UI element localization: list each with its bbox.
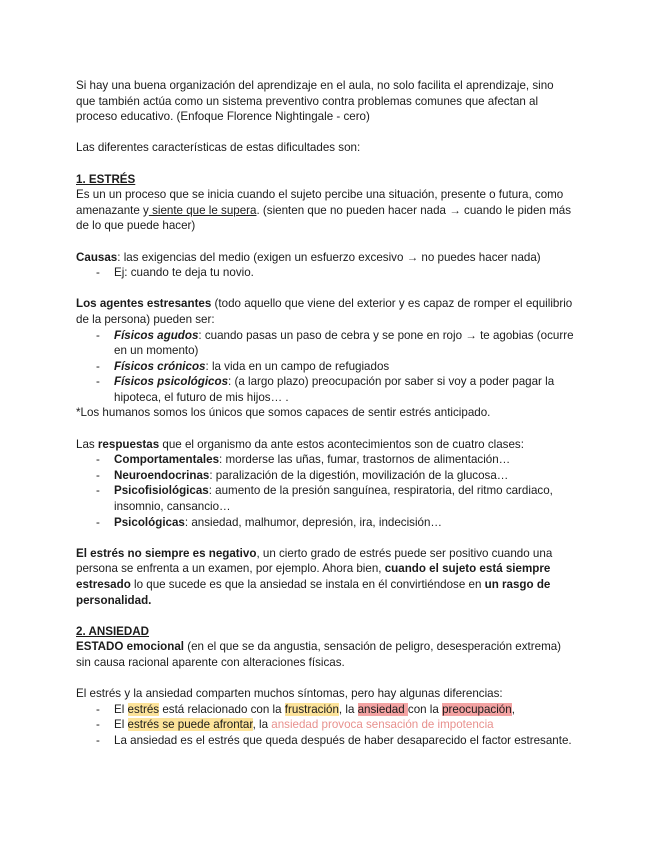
differences-intro: El estrés y la ansiedad comparten muchos síntomas, pero hay algunas diferencias: — [76, 687, 503, 701]
responses-paragraph: Las respuestas que el organismo da ante estos acontecimientos son de cuatro clases: — [76, 437, 524, 451]
positive-stress-paragraph: El estrés no siempre es negativo, un cierto grado de estrés puede ser positivo cuando una persona se enfrenta a un examen, por ejemplo. Ahora bien, cuando el sujeto está siempre estresado lo que sucede es que la ansiedad se instala en él convirtiéndose en un rasgo de personalidad. — [76, 546, 553, 607]
list-item: - El estrés está relacionado con la frustración, la ansiedad con la preocupación, — [76, 702, 576, 718]
agents-paragraph: Los agentes estresantes (todo aquello que viene del exterior y es capaz de romper el equilibrio de la persona) pueden ser: — [76, 297, 573, 326]
differences-list — [76, 702, 576, 749]
list-item: - Comportamentales: morderse las uñas, fumar, trastornos de alimentación… — [76, 452, 576, 468]
underlined-phrase: siente que le supera — [148, 203, 257, 217]
responses-list — [76, 452, 576, 530]
section-heading-ansiedad: 2. ANSIEDAD — [76, 624, 150, 638]
highlight-red: ansiedad — [357, 702, 408, 716]
features-intro: Las diferentes características de estas dificultades son: — [76, 141, 361, 155]
list-item: - Psicológicas: ansiedad, malhumor, depresión, ira, indecisión… — [76, 515, 576, 531]
document-page — [76, 78, 576, 749]
list-item: - Psicofisiológicas: aumento de la presión sanguínea, respiratoria, del ritmo cardiaco, insomnio, cansancio… — [76, 483, 576, 514]
highlight-yellow: estrés se puede afrontar — [127, 718, 253, 732]
causes-list — [76, 265, 576, 281]
estres-definition: Es un un proceso que se inicia cuando el sujeto percibe una situación, presente o futura, como amenazante y siente que le supera. (sienten que no pueden hacer nada → cuando le piden más de lo que puede hacer) — [76, 188, 572, 233]
causes-paragraph: Causas: las exigencias del medio (exigen un esfuerzo excesivo → no puedes hacer nada) — [76, 250, 541, 264]
anticipation-note: *Los humanos somos los únicos que somos capaces de sentir estrés anticipado. — [76, 406, 491, 420]
list-item: - La ansiedad es el estrés que queda después de haber desaparecido el factor estresante. — [76, 733, 576, 749]
ansiedad-definition: ESTADO emocional (en el que se da angustia, sensación de peligro, desesperación extrema) sin causa racional aparente con alteraciones físicas. — [76, 640, 562, 669]
highlight-red: preocupación — [442, 702, 512, 716]
list-item: - Físicos agudos: cuando pasas un paso de cebra y se pone en rojo → te agobias (ocurre en un momento) — [76, 328, 576, 359]
section-heading-estres: 1. ESTRÉS — [76, 172, 136, 186]
highlight-yellow: frustración — [284, 702, 339, 716]
pink-text: ansiedad provoca sensación de impotencia — [271, 718, 494, 732]
list-item: - Ej: cuando te deja tu novio. — [76, 265, 576, 281]
highlight-yellow: estrés — [127, 702, 160, 716]
list-item: - Neuroendocrinas: paralización de la digestión, movilización de la glucosa… — [76, 468, 576, 484]
list-item: - El estrés se puede afrontar, la ansiedad provoca sensación de impotencia — [76, 717, 576, 733]
list-item: - Físicos crónicos: la vida en un campo de refugiados — [76, 359, 576, 375]
intro-paragraph: Si hay una buena organización del aprendizaje en el aula, no solo facilita el aprendizaje, sino que también actúa como un sistema preventivo contra problemas comunes que afectan al proceso educativo. (Enfoque Florence Nightingale - cero) — [76, 79, 554, 124]
agents-list — [76, 328, 576, 406]
list-item: - Físicos psicológicos: (a largo plazo) preocupación por saber si voy a poder pagar la hipoteca, el futuro de mis hijos… . — [76, 374, 576, 405]
